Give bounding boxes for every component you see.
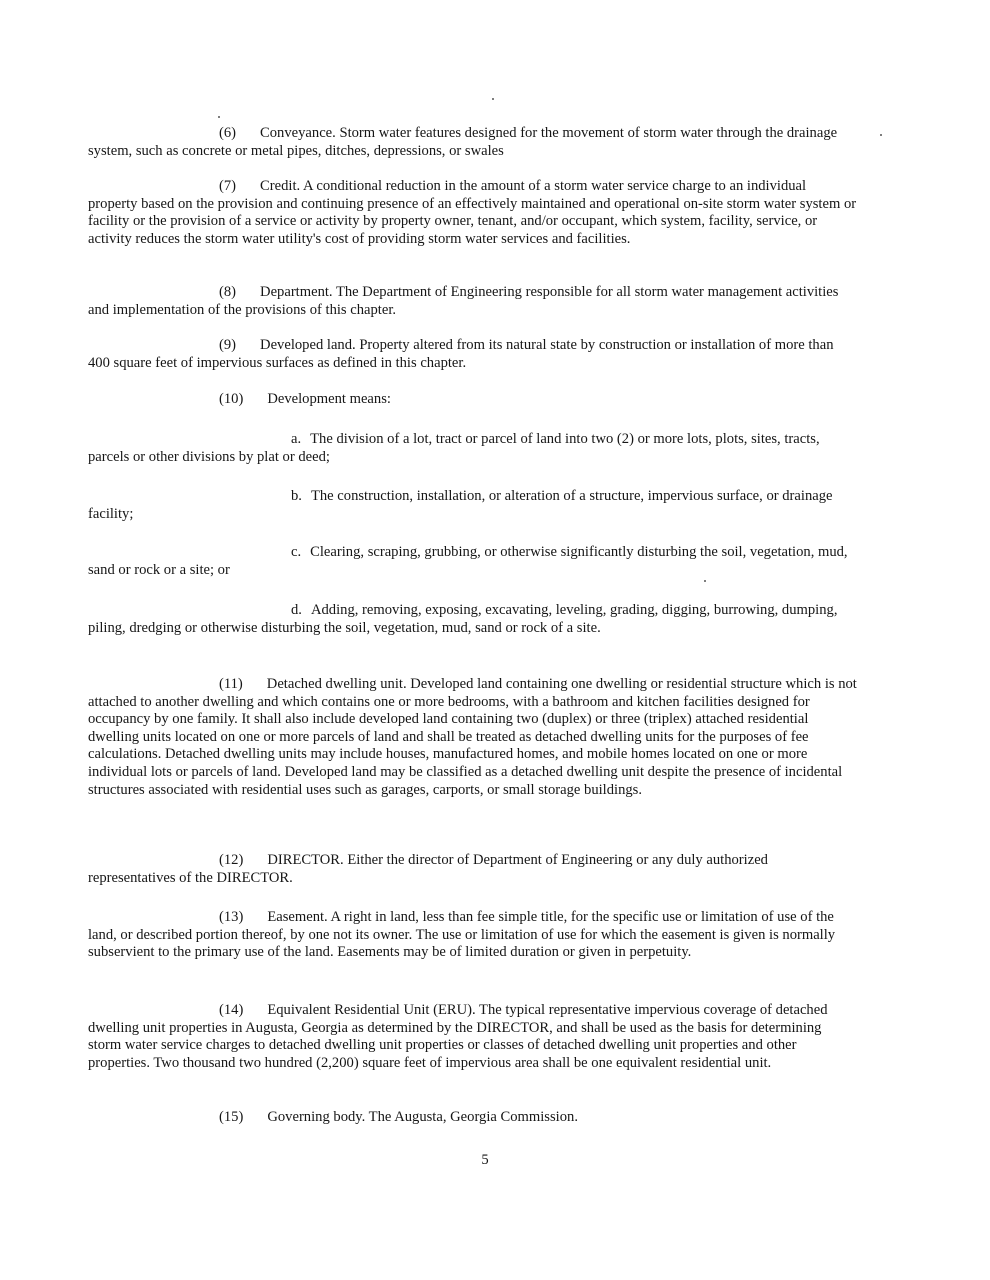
- subparagraph-b: [88, 488, 858, 523]
- definition-paragraph-6: [88, 125, 858, 160]
- paragraph-text: Governing body. The Augusta, Georgia Commission.: [267, 1109, 578, 1125]
- subparagraph-c: [88, 544, 858, 579]
- definition-paragraph-7: [88, 178, 858, 248]
- paragraph-text: Detached dwelling unit. Developed land containing one dwelling or residential structure which is not attached to another dwelling and which contains one or more bedrooms, with a bathroom and kitchen facilities designed for occupancy by one family. It shall also include developed land containing two (duplex) or three (triplex) attached residential dwelling units located on one or more parcels of land and shall be treated as detached dwelling units for the purposes of fee calculations. Detached dwelling units may include houses, manufactured homes, and mobile homes located on one or more individual lots or parcels of land. Developed land may be classified as a detached dwelling unit despite the presence of incidental structures associated with residential uses such as garages, carports, or small storage buildings.: [88, 676, 857, 798]
- subparagraph-text: Clearing, scraping, grubbing, or otherwise significantly disturbing the soil, vegetation, mud, sand or rock or a site; or: [88, 544, 848, 578]
- subparagraph-d: [88, 602, 858, 637]
- paragraph-text: Easement. A right in land, less than fee simple title, for the specific use or limitation of use of the land, or described portion thereof, by one not its owner. The use or limitation of use for which the easement is given is normally subservient to the primary use of the land. Easements may be of limited duration or given in perpetuity.: [88, 909, 836, 961]
- paragraph-number: (14): [219, 1002, 244, 1018]
- paragraph-text: Conveyance. Storm water features designed for the movement of storm water through the drainage system, such as concrete or metal pipes, ditches, depressions, or swales: [88, 125, 838, 159]
- definition-paragraph-9: [88, 337, 858, 372]
- scan-speck: [218, 116, 220, 118]
- definition-paragraph-8: [88, 284, 858, 319]
- subparagraph-text: The construction, installation, or alteration of a structure, impervious surface, or drainage facility;: [88, 488, 833, 522]
- paragraph-text: Credit. A conditional reduction in the amount of a storm water service charge to an individual property based on the provision and continuing presence of an effectively maintained and operational on-site storm water system or facility or the provision of a service or activity by property owner, tenant, and/or occupant, which system, facility, service, or activity reduces the storm water utility's cost of providing storm water services and facilities.: [88, 178, 857, 247]
- paragraph-text: DIRECTOR. Either the director of Department of Engineering or any duly authorized representatives of the DIRECTOR.: [88, 852, 768, 886]
- paragraph-number: (10): [219, 391, 244, 407]
- subparagraph-letter: a.: [291, 431, 302, 447]
- paragraph-text: Equivalent Residential Unit (ERU). The typical representative impervious coverage of detached dwelling unit properties in Augusta, Georgia as determined by the DIRECTOR, and shall be used as the basis for determining storm water service charges to detached dwelling unit properties or classes of detached dwelling unit properties and other properties. Two thousand two hundred (2,200) square feet of impervious area shall be one equivalent residential unit.: [88, 1002, 828, 1071]
- definition-paragraph-14: [88, 1002, 858, 1072]
- subparagraph-text: Adding, removing, exposing, excavating, leveling, grading, digging, burrowing, dumping, piling, dredging or otherwise disturbing the soil, vegetation, mud, sand or rock of a site.: [88, 602, 838, 636]
- paragraph-number: (9): [219, 337, 237, 353]
- scan-speck: [492, 98, 494, 100]
- definition-paragraph-11: [88, 676, 858, 799]
- paragraph-number: (15): [219, 1109, 244, 1125]
- scan-speck: [704, 580, 706, 582]
- subparagraph-letter: b.: [291, 488, 302, 504]
- paragraph-number: (8): [219, 284, 237, 300]
- definition-paragraph-13: [88, 909, 858, 962]
- subparagraph-letter: d.: [291, 602, 302, 618]
- subparagraph-a: [88, 431, 858, 466]
- subparagraph-text: The division of a lot, tract or parcel of land into two (2) or more lots, plots, sites, tracts, parcels or other divisions by plat or deed;: [88, 431, 820, 465]
- definition-paragraph-10: [88, 391, 858, 409]
- paragraph-number: (13): [219, 909, 244, 925]
- paragraph-number: (6): [219, 125, 237, 141]
- scan-speck: [880, 134, 882, 136]
- definition-paragraph-12: [88, 852, 858, 887]
- paragraph-number: (12): [219, 852, 244, 868]
- paragraph-text: Development means:: [267, 391, 391, 407]
- paragraph-text: Developed land. Property altered from its natural state by construction or installation of more than 400 square feet of impervious surfaces as defined in this chapter.: [88, 337, 834, 371]
- subparagraph-letter: c.: [291, 544, 302, 560]
- paragraph-number: (11): [219, 676, 243, 692]
- paragraph-text: Department. The Department of Engineering responsible for all storm water management activities and implementation of the provisions of this chapter.: [88, 284, 839, 318]
- definition-paragraph-15: [88, 1109, 858, 1127]
- page-number: 5: [481, 1152, 489, 1168]
- paragraph-number: (7): [219, 178, 237, 194]
